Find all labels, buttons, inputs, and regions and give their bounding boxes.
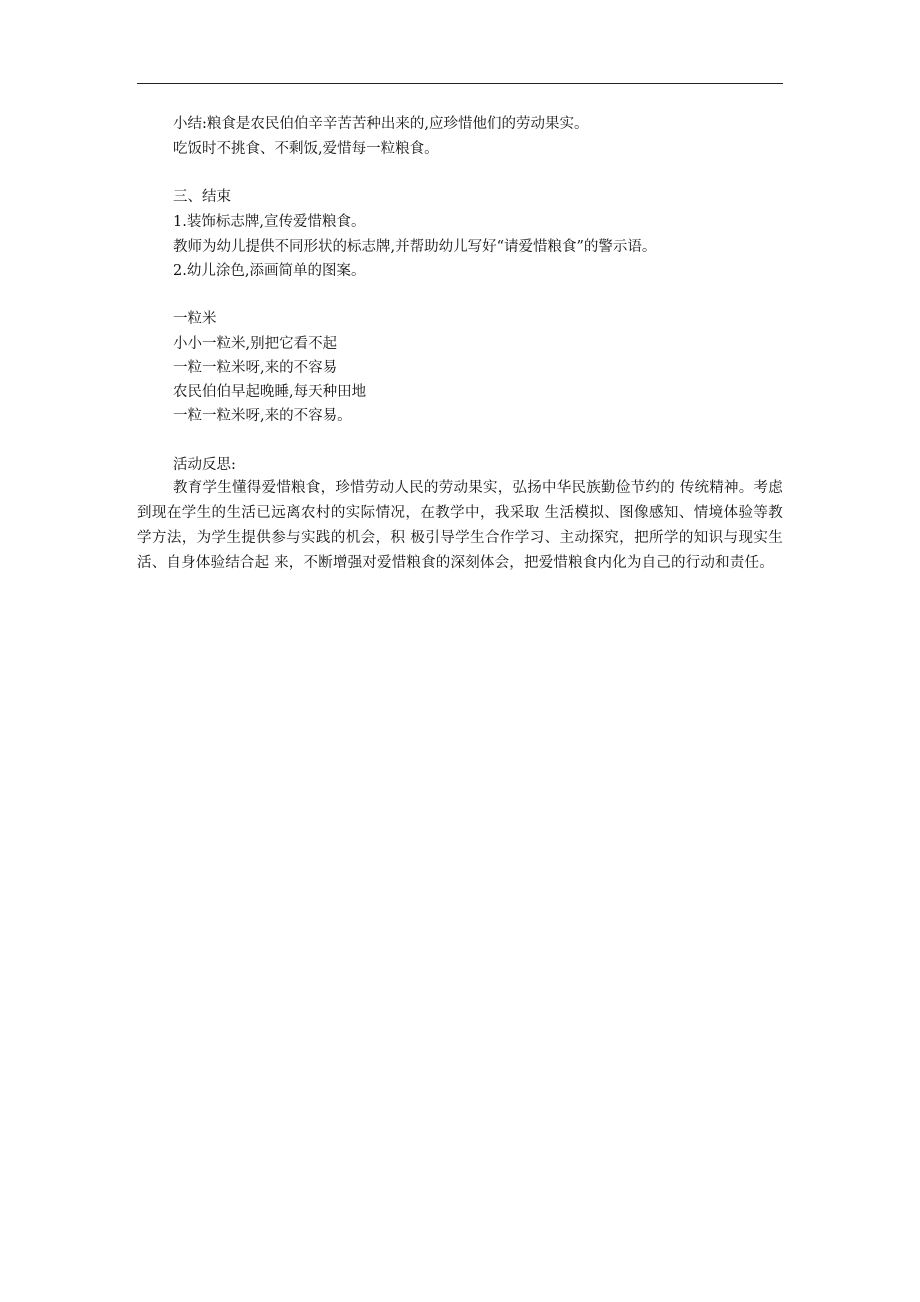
poem-line-2: 一粒一粒米呀,来的不容易: [173, 360, 338, 376]
section-end-heading: 三、结束: [173, 189, 231, 205]
section-end-item-1: 1.装饰标志牌,宣传爱惜粮食。: [173, 214, 366, 230]
poem-title: 一粒米: [173, 311, 217, 327]
reflection-heading: 活动反思:: [173, 457, 236, 473]
section-end-item-2: 2.幼儿涂色,添画简单的图案。: [173, 263, 366, 279]
summary-line-2: 吃饭时不挑食、不剩饭,爱惜每一粒粮食。: [173, 141, 439, 157]
summary-line-1: 小结:粮食是农民伯伯辛辛苦苦种出来的,应珍惜他们的劳动果实。: [173, 116, 589, 132]
poem-line-4: 一粒一粒米呀,来的不容易。: [173, 408, 352, 424]
poem-line-3: 农民伯伯早起晚睡,每天种田地: [173, 384, 367, 400]
reflection-body: 教育学生懂得爱惜粮食，珍惜劳动人民的劳动果实，弘扬中华民族勤俭节约的 传统精神。考虑到现在学生的生活已远离农村的实际情况，在教学中，我采取 生活模拟、图像感知、情境体验等教学方法，为学生提供参与实践的机会，积 极引导学生合作学习、主动探究，把所学的知识与现实生活、自身体验结合起 来，不断增强对爱惜粮食的深刻体会，把爱惜粮食内化为自己的行动和责任。: [137, 480, 783, 571]
section-end-item-1-detail: 教师为幼儿提供不同形状的标志牌,并帮助幼儿写好“请爱惜粮食”的警示语。: [173, 239, 657, 255]
header-rule: [137, 83, 783, 84]
poem-line-1: 小小一粒米,别把它看不起: [173, 336, 338, 352]
